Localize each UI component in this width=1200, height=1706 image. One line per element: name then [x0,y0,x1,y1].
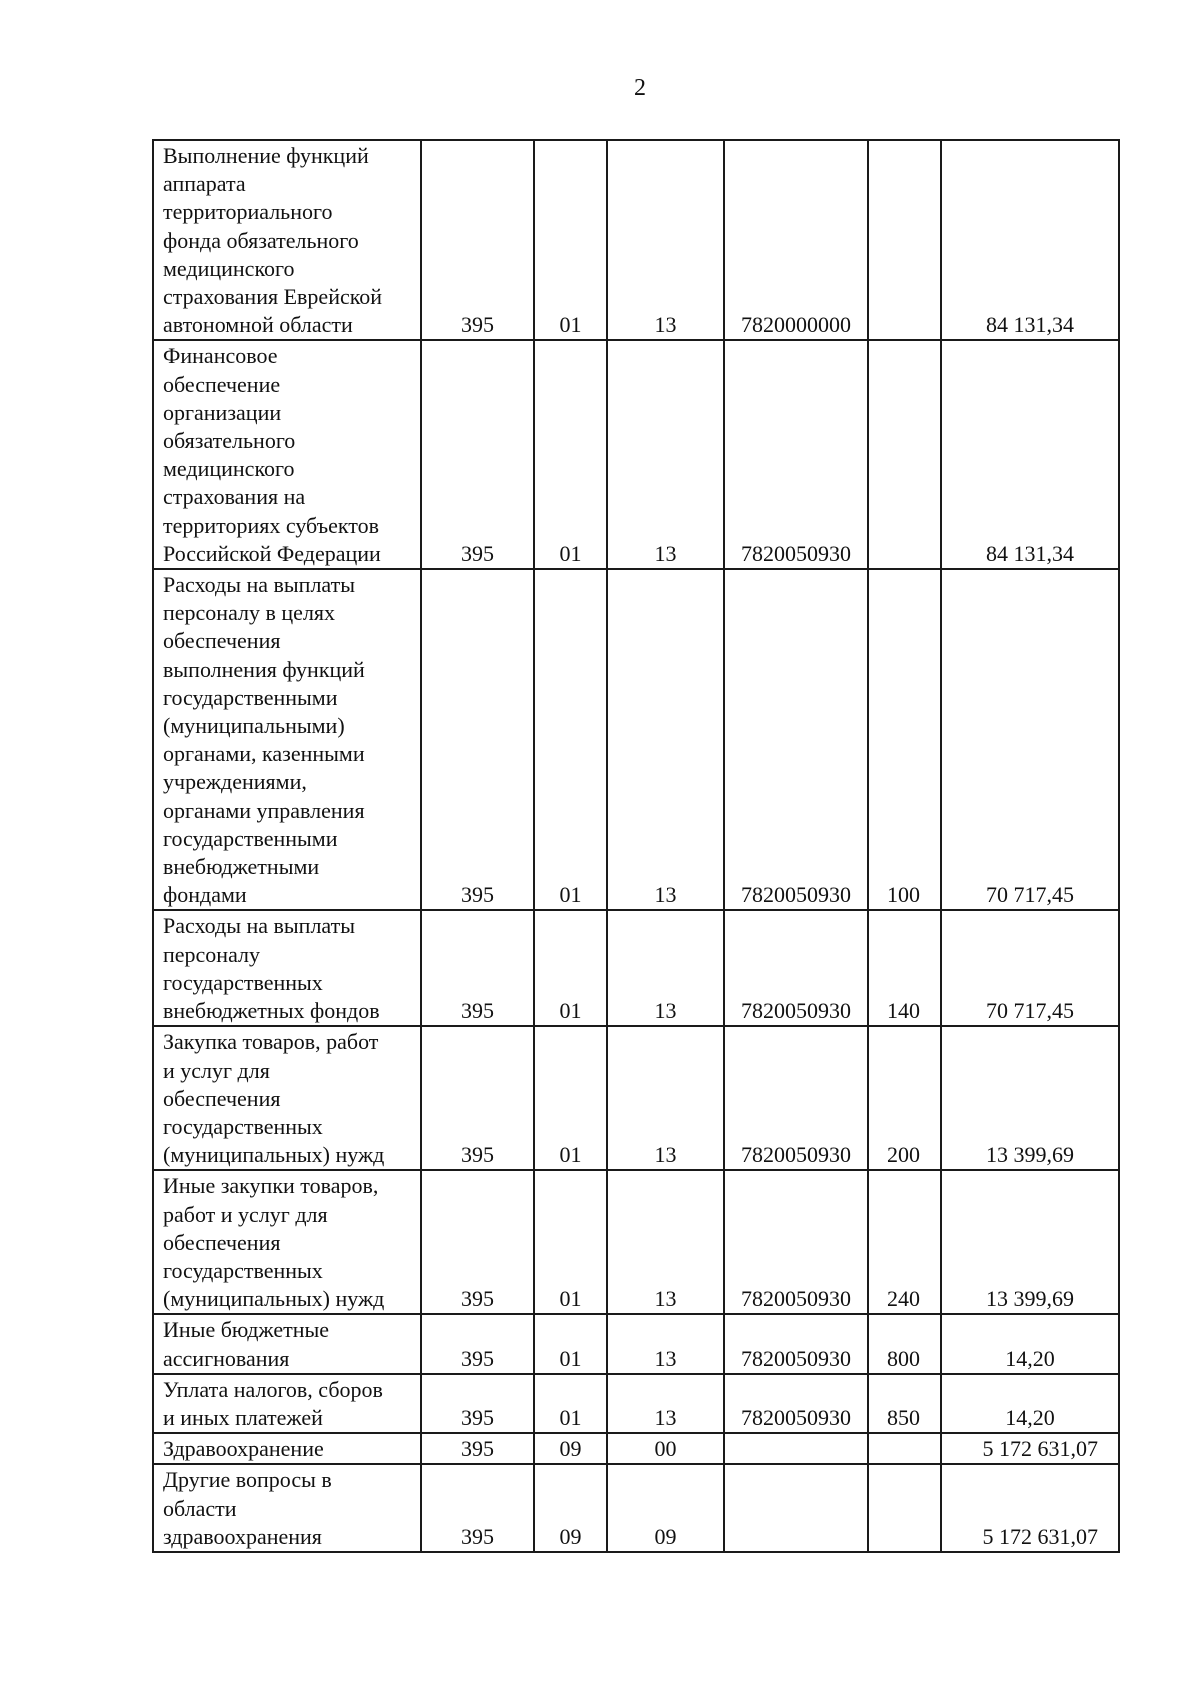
section-code: 01 [534,569,607,910]
table-row [153,1026,1119,1170]
expense-type-code [868,140,941,340]
expense-name: Иные закупки товаров, работ и услуг для обеспечения государственных (муниципальных) нужд [153,1170,421,1314]
amount: 84 131,34 [941,140,1119,340]
grbs-code: 395 [421,1464,534,1552]
expense-name: Другие вопросы в области здравоохранения [153,1464,421,1552]
expense-type-code: 140 [868,910,941,1026]
expense-name: Расходы на выплаты персоналу в целях обеспечения выполнения функций государственными (муниципальными) органами, казенными учреждениями, органами управления государственными внебюджетными фондами [153,569,421,910]
expense-type-code: 200 [868,1026,941,1170]
amount: 70 717,45 [941,910,1119,1026]
subsection-code: 13 [607,340,724,569]
expense-type-code: 240 [868,1170,941,1314]
target-article-code: 7820050930 [724,569,868,910]
table-row [153,910,1119,1026]
expense-type-code [868,1464,941,1552]
grbs-code: 395 [421,1170,534,1314]
expense-name: Здравоохранение [153,1433,421,1464]
expense-name: Иные бюджетные ассигнования [153,1314,421,1373]
amount: 5 172 631,07 [941,1433,1119,1464]
section-code: 01 [534,1170,607,1314]
amount: 14,20 [941,1374,1119,1433]
section-code: 01 [534,1026,607,1170]
section-code: 01 [534,140,607,340]
target-article-code: 7820050930 [724,1026,868,1170]
target-article-code: 7820050930 [724,1374,868,1433]
subsection-code: 13 [607,1026,724,1170]
target-article-code: 7820050930 [724,340,868,569]
subsection-code: 13 [607,1314,724,1373]
subsection-code: 13 [607,569,724,910]
section-code: 01 [534,1374,607,1433]
grbs-code: 395 [421,1314,534,1373]
grbs-code: 395 [421,1026,534,1170]
table-row [153,340,1119,569]
section-code: 01 [534,1314,607,1373]
subsection-code: 13 [607,1170,724,1314]
subsection-code: 00 [607,1433,724,1464]
section-code: 09 [534,1433,607,1464]
target-article-code: 7820050930 [724,1170,868,1314]
target-article-code: 7820050930 [724,910,868,1026]
table-row [153,140,1119,340]
expense-type-code: 850 [868,1374,941,1433]
amount: 84 131,34 [941,340,1119,569]
grbs-code: 395 [421,340,534,569]
table-row [153,569,1119,910]
table-row [153,1433,1119,1464]
expense-type-code [868,340,941,569]
amount: 13 399,69 [941,1026,1119,1170]
table-row [153,1374,1119,1433]
subsection-code: 13 [607,1374,724,1433]
grbs-code: 395 [421,1374,534,1433]
section-code: 09 [534,1464,607,1552]
expense-name: Закупка товаров, работ и услуг для обеспечения государственных (муниципальных) нужд [153,1026,421,1170]
grbs-code: 395 [421,140,534,340]
expense-type-code [868,1433,941,1464]
expense-name: Выполнение функций аппарата территориального фонда обязательного медицинского страхования Еврейской автономной области [153,140,421,340]
target-article-code: 7820050930 [724,1314,868,1373]
expense-name: Финансовое обеспечение организации обязательного медицинского страхования на территориях субъектов Российской Федерации [153,340,421,569]
subsection-code: 13 [607,140,724,340]
expense-type-code: 800 [868,1314,941,1373]
budget-table [152,139,1120,1553]
page-number: 2 [634,75,646,101]
target-article-code: 7820000000 [724,140,868,340]
target-article-code [724,1433,868,1464]
target-article-code [724,1464,868,1552]
section-code: 01 [534,340,607,569]
grbs-code: 395 [421,1433,534,1464]
subsection-code: 09 [607,1464,724,1552]
table-row [153,1464,1119,1552]
grbs-code: 395 [421,910,534,1026]
table-row [153,1314,1119,1373]
amount: 70 717,45 [941,569,1119,910]
amount: 5 172 631,07 [941,1464,1119,1552]
table-row [153,1170,1119,1314]
expense-type-code: 100 [868,569,941,910]
section-code: 01 [534,910,607,1026]
amount: 14,20 [941,1314,1119,1373]
expense-name: Уплата налогов, сборов и иных платежей [153,1374,421,1433]
expense-name: Расходы на выплаты персоналу государственных внебюджетных фондов [153,910,421,1026]
subsection-code: 13 [607,910,724,1026]
amount: 13 399,69 [941,1170,1119,1314]
grbs-code: 395 [421,569,534,910]
